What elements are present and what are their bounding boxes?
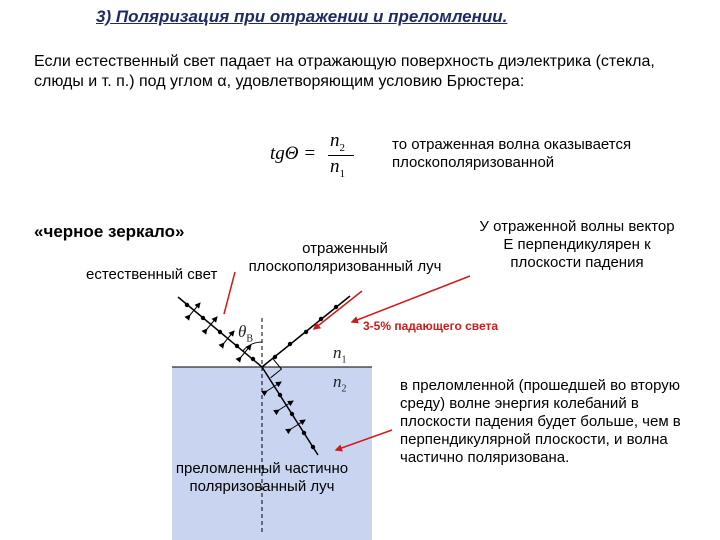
n2-label: $n_2$ <box>333 372 347 395</box>
polarization-dot <box>311 445 315 449</box>
intro-text: Если естественный свет падает на отражающую поверхность диэлектрика (стекла, слюды и т. п.) под углом α, удовлетворяющим условию Брюстера: <box>34 53 655 90</box>
theta-b-label: $\theta_B$ <box>238 322 254 345</box>
polarization-dot <box>302 431 306 435</box>
polarization-dot <box>278 393 282 397</box>
reflected-ray-label: отраженный плоскополяризованный луч <box>248 240 442 275</box>
polarization-dot <box>201 316 205 320</box>
polarization-dot <box>290 412 294 416</box>
refraction-note: в преломленной (прошедшей во вторую среду) волне энергия колебаний в плоскости падения будет больше, чем в перпендикулярной плоскости, и волна частично поляризована. <box>400 377 681 466</box>
polarization-dot <box>288 342 292 346</box>
page-title: 3) Поляризация при отражении и преломлении. <box>96 7 508 26</box>
formula-denominator: $n_1$ <box>330 156 345 180</box>
black-mirror-label: «черное зеркало» <box>34 222 185 241</box>
polarization-dot <box>218 330 222 334</box>
pointer-vector-e <box>352 276 470 322</box>
formula-lhs: tgΘ = <box>270 143 317 164</box>
polarization-dot <box>304 330 308 334</box>
vector-note: У отраженной волны вектор Е перпендикулярен к плоскости падения <box>479 218 675 271</box>
pointer-reflected <box>314 291 362 329</box>
polarization-dot <box>273 355 277 359</box>
natural-light-label: естественный свет <box>86 266 218 283</box>
formula-numerator: $n_2$ <box>330 130 345 154</box>
polarization-dot <box>251 357 255 361</box>
polarization-dot <box>334 305 338 309</box>
polarization-dot <box>319 317 323 321</box>
percent-note: 3-5% падающего света <box>363 319 499 333</box>
n1-label: $n_1$ <box>333 343 347 366</box>
formula-note: то отраженная волна оказывается плоскополяризованной <box>392 136 632 171</box>
refracted-ray-label: преломленный частично поляризованный луч <box>175 460 349 495</box>
polarization-dot <box>185 303 189 307</box>
polarization-dot <box>235 344 239 348</box>
